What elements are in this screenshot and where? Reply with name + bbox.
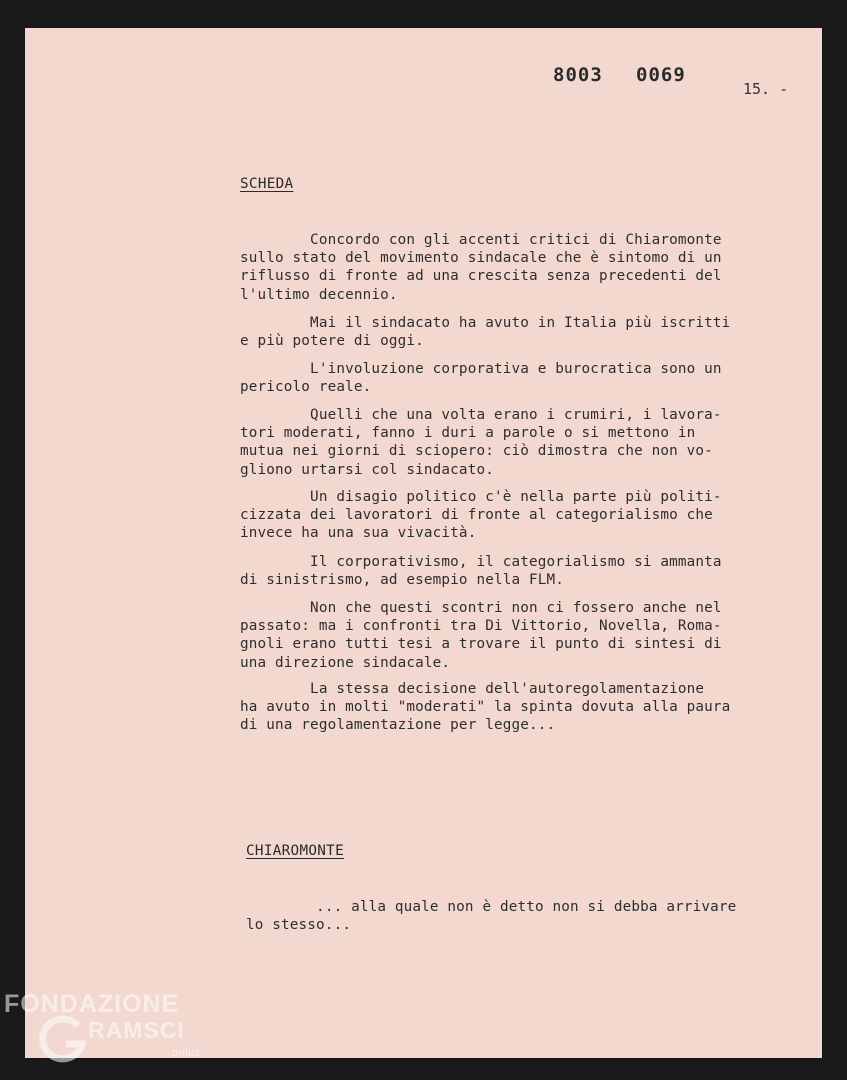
reference-code-2: 0069 (636, 64, 686, 86)
section-heading-scheda: SCHEDA (240, 176, 294, 192)
section-heading-chiaromonte: CHIAROMONTE (246, 843, 344, 859)
paragraph: Il corporativismo, il categorialismo si ammanta di sinistrismo, ad esempio nella FLM. (240, 554, 722, 589)
fondazione-gramsci-watermark (0, 988, 215, 1068)
watermark-line-1: FONDAZIONE (4, 990, 180, 1018)
paragraph: Non che questi scontri non ci fossero anche nel passato: ma i confronti tra Di Vittorio, Novella, Roma- gnoli erano tutti tesi a trovare il punto di sintesi di una direzione sindacale. (240, 600, 722, 671)
paragraph: L'involuzione corporativa e burocratica sono un pericolo reale. (240, 361, 722, 396)
paragraph: Un disagio politico c'è nella parte più politi- cizzata dei lavoratori di fronte al categorialismo che invece ha una sua vivacità. (240, 489, 722, 542)
paragraph: Mai il sindacato ha avuto in Italia più iscritti e più potere di oggi. (240, 315, 731, 350)
watermark-line-3: onlus (172, 1047, 201, 1059)
reference-code-1: 8003 (553, 64, 603, 86)
closing-paragraph: ... alla quale non è detto non si debba arrivare lo stesso... (246, 899, 737, 934)
paragraph: Quelli che una volta erano i crumiri, i lavora- tori moderati, fanno i duri a parole o si mettono in mutua nei giorni di sciopero: ciò dimostra che non vo- gliono urtarsi col sindacato. (240, 407, 722, 478)
paragraph: La stessa decisione dell'autoregolamentazione ha avuto in molti "moderati" la spinta dovuta alla paura di una regolamentazione per legge... (240, 681, 731, 734)
page-number: 15. - (743, 80, 789, 98)
gramsci-g-logo-icon (38, 1014, 90, 1066)
watermark-line-2: RAMSCI (88, 1017, 185, 1043)
paragraph: Concordo con gli accenti critici di Chiaromonte sullo stato del movimento sindacale che è sintomo di un riflusso di fronte ad una crescita senza precedenti del l'ultimo decennio. (240, 232, 722, 303)
